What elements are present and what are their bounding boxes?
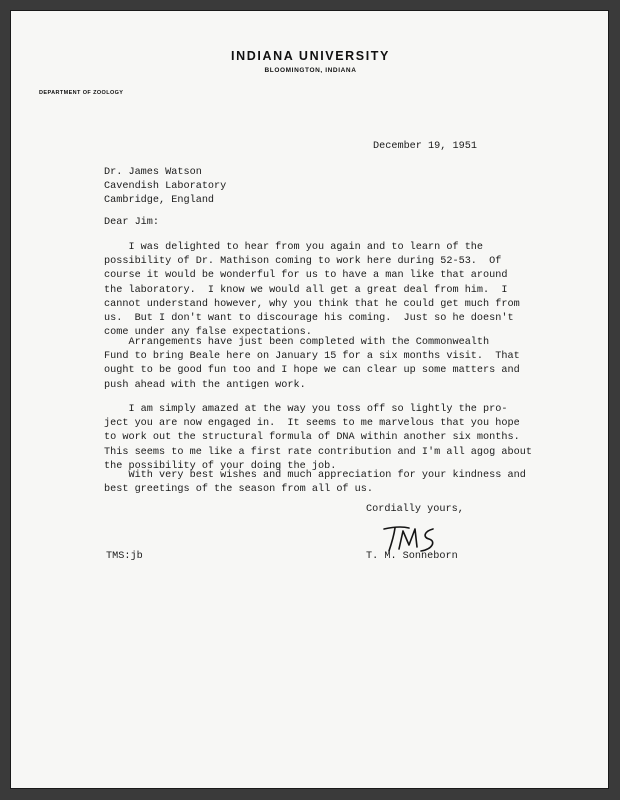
letter-page	[10, 10, 609, 789]
paragraph-4: With very best wishes and much appreciation for your kindness and best greetings of the season from all of us.	[104, 470, 526, 496]
paragraph-2: Arrangements have just been completed with the Commonwealth Fund to bring Beale here on January 15 for a six months visit. That ought to be good fun too and I hope we can clear up some matters and push ahead with the antigen work.	[104, 337, 520, 391]
salutation: Dear Jim:	[104, 217, 160, 228]
letterhead-location: BLOOMINGTON, INDIANA	[264, 67, 357, 74]
reference-initials: TMS:jb	[106, 551, 143, 562]
letterhead-department: DEPARTMENT OF ZOOLOGY	[39, 90, 124, 96]
signer-name: T. M. Sonneborn	[366, 551, 458, 562]
paragraph-1: I was delighted to hear from you again and to learn of the possibility of Dr. Mathison coming to work here during 52-53. Of course it would be wonderful for us to have a man like that around the laboratory. I know we would all get a great deal from him. I cannot understand however, why you think that he could get much from us. But I don't want to discourage his coming. Just so he doesn't come under any false expectations.	[104, 242, 520, 339]
closing: Cordially yours,	[366, 504, 464, 515]
paragraph-3: I am simply amazed at the way you toss off so lightly the pro- ject you are now engaged in. It seems to me marvelous that you hope to work out the structural formula of DNA within another six months. This seems to me like a first rate contribution and I'm all agog about the possibility of your doing the job.	[104, 404, 532, 472]
letterhead-university: INDIANA UNIVERSITY	[231, 49, 390, 63]
recipient-address	[104, 166, 226, 208]
recipient-city: Cambridge, England	[104, 195, 215, 206]
recipient-name: Dr. James Watson	[104, 167, 202, 178]
letter-date: December 19, 1951	[373, 141, 477, 152]
recipient-institution: Cavendish Laboratory	[104, 181, 227, 192]
